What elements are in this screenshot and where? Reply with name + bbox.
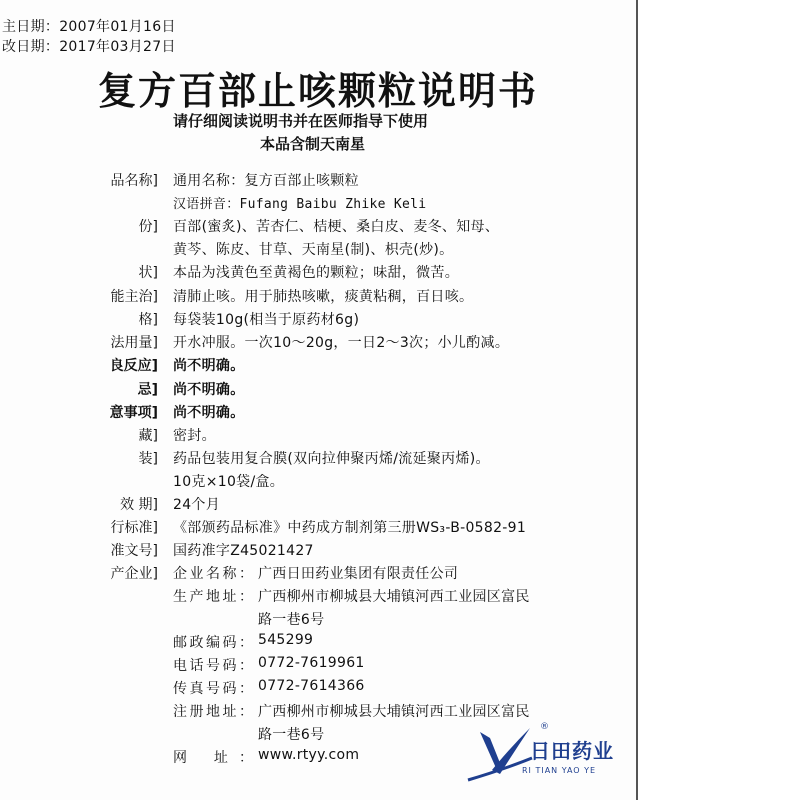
approval-number-value: 国药准字Z45021427 — [173, 543, 314, 559]
label-dosage: 法用量] — [110, 335, 158, 351]
website-value: www.rtyy.com — [258, 747, 360, 763]
ingredients-line-1: 百部(蜜炙)、苦杏仁、桔梗、桑白皮、麦冬、知母、 — [173, 219, 500, 235]
label-properties: 状] — [138, 265, 158, 281]
production-address-line-1: 广西柳州市柳城县大埔镇河西工业园区富民 — [258, 589, 530, 605]
logo-brand-pinyin: RI TIAN YAO YE — [522, 766, 597, 775]
approval-date: 主日期：2007年01月16日 — [2, 19, 176, 35]
label-ingredients: 份] — [138, 219, 158, 235]
company-name-label: 企业名称： — [173, 566, 253, 582]
properties-value: 本品为浅黄色至黄褐色的颗粒；味甜，微苦。 — [173, 265, 459, 281]
label-storage: 藏] — [138, 428, 158, 444]
standard-value: 《部颁药品标准》中药成方制剂第三册WS₃-B-0582-91 — [173, 520, 527, 536]
production-address-line-2: 路一巷6号 — [258, 612, 325, 628]
label-packaging: 装] — [138, 451, 158, 467]
pinyin-name: 汉语拼音：Fufang Baibu Zhike Keli — [173, 197, 427, 212]
contraindications-value: 尚不明确。 — [173, 382, 245, 398]
label-indications: 能主治] — [110, 289, 158, 305]
ingredient-warning: 本品含制天南星 — [260, 135, 366, 153]
label-adverse-reactions: 良反应] — [109, 358, 158, 374]
packaging-line-2: 10克×10袋/盒。 — [173, 474, 285, 490]
page-title: 复方百部止咳颗粒说明书 — [98, 69, 539, 113]
adverse-reactions-value: 尚不明确。 — [173, 358, 245, 374]
label-specification: 格] — [138, 312, 158, 328]
registered-address-label: 注册地址： — [173, 704, 253, 720]
phone-label: 电话号码： — [173, 658, 253, 674]
postcode-value: 545299 — [258, 632, 314, 648]
label-precautions: 意事项] — [109, 405, 158, 421]
label-expiry: 效 期] — [120, 497, 158, 513]
revision-date: 改日期：2017年03月27日 — [2, 39, 176, 55]
label-contraindications: 忌] — [137, 382, 158, 398]
postcode-label: 邮政编码： — [173, 635, 253, 651]
production-address-label: 生产地址： — [173, 589, 253, 605]
expiry-value: 24个月 — [173, 497, 221, 513]
phone-value: 0772-7619961 — [258, 655, 365, 671]
ingredients-line-2: 黄芩、陈皮、甘草、天南星(制)、枳壳(炒)。 — [173, 242, 454, 258]
indications-value: 清肺止咳。用于肺热咳嗽，痰黄粘稠，百日咳。 — [173, 289, 474, 305]
specification-value: 每袋装10g(相当于原药材6g) — [173, 312, 360, 328]
registered-address-line-1: 广西柳州市柳城县大埔镇河西工业园区富民 — [258, 704, 530, 720]
registered-address-line-2: 路一巷6号 — [258, 727, 325, 743]
website-label: 网 址： — [173, 750, 253, 766]
usage-notice: 请仔细阅读说明书并在医师指导下使用 — [173, 112, 429, 130]
packaging-line-1: 药品包装用复合膜(双向拉伸聚丙烯/流延聚丙烯)。 — [173, 451, 490, 467]
fax-value: 0772-7614366 — [258, 678, 365, 694]
dosage-value: 开水冲服。一次10～20g，一日2～3次；小儿酌减。 — [173, 335, 510, 351]
logo-brand-name: 日田药业 — [530, 739, 614, 763]
label-manufacturer: 产企业] — [110, 566, 158, 582]
page-edge — [636, 0, 638, 800]
label-drug-name: 品名称] — [110, 173, 158, 189]
common-name: 通用名称：复方百部止咳颗粒 — [173, 173, 359, 189]
company-name-value: 广西日田药业集团有限责任公司 — [258, 566, 459, 582]
storage-value: 密封。 — [173, 428, 216, 444]
fax-label: 传真号码： — [173, 681, 253, 697]
label-approval-number: 准文号] — [110, 543, 158, 559]
label-standard: 行标准] — [110, 520, 158, 536]
registered-mark: ® — [540, 722, 549, 732]
precautions-value: 尚不明确。 — [173, 405, 245, 421]
